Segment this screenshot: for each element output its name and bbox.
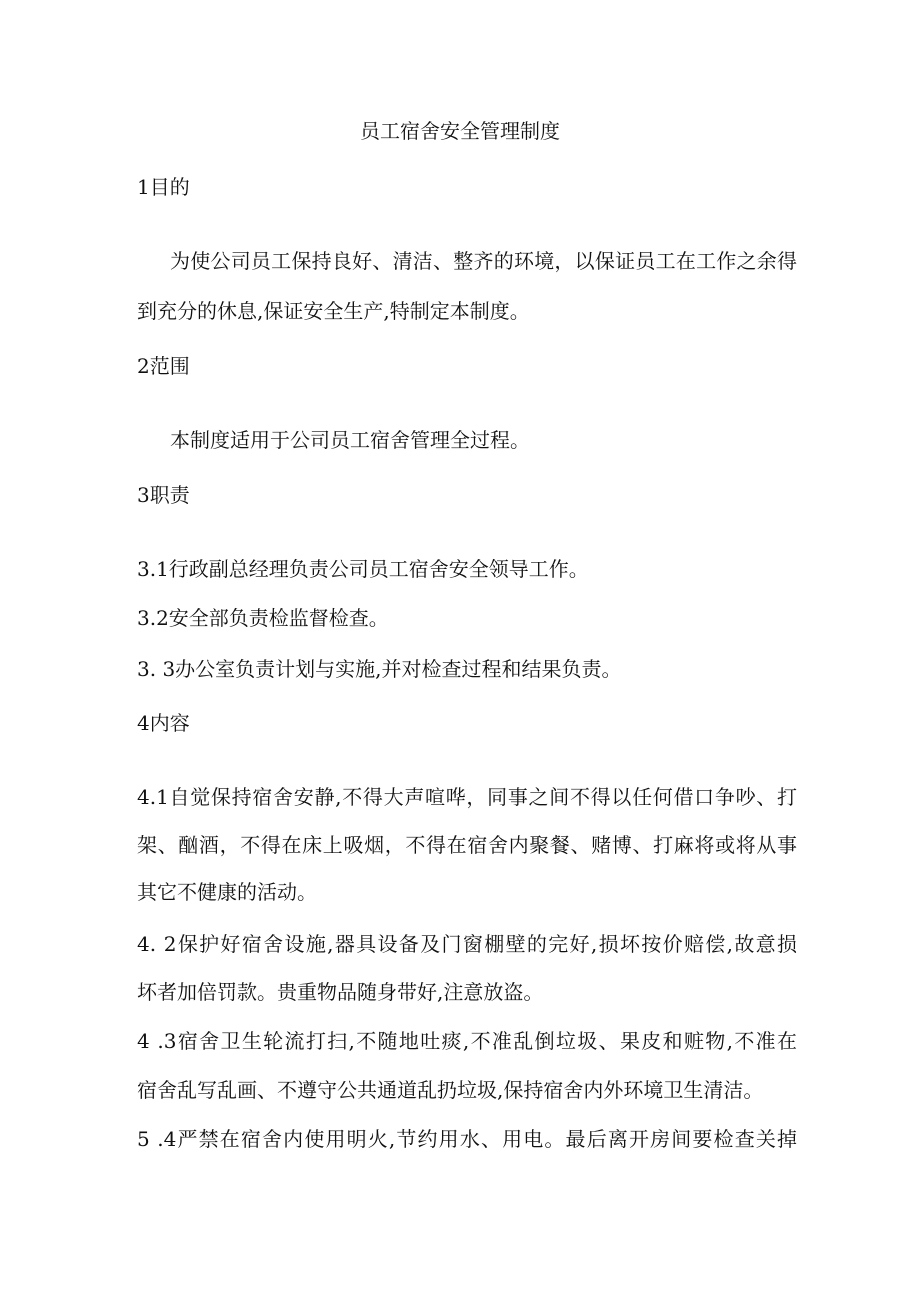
heading-duties: 3职责: [137, 483, 190, 507]
paragraph-line: 宿舍乱写乱画、不遵守公共通道乱扔垃圾,保持宿舍内外环境卫生清洁。: [137, 1078, 764, 1102]
paragraph-line: 3.2安全部负责检监督检查。: [137, 606, 389, 630]
heading-purpose: 1目的: [137, 175, 190, 199]
paragraph-line: 其它不健康的活动。: [137, 880, 317, 904]
paragraph-line: 4. 2保护好宿舍设施,器具设备及门窗棚壁的完好,损坏按价赔偿,故意损: [137, 932, 797, 956]
paragraph-line: 3.1行政副总经理负责公司员工宿舍安全领导工作。: [137, 557, 589, 581]
paragraph-line: 3. 3办公室负责计划与实施,并对检查过程和结果负责。: [137, 657, 622, 681]
paragraph-line: 本制度适用于公司员工宿舍管理全过程。: [170, 428, 530, 452]
paragraph-line: 4.1自觉保持宿舍安静,不得大声喧哗，同事之间不得以任何借口争吵、打: [137, 785, 797, 809]
paragraph-line: 坏者加倍罚款。贵重物品随身带好,注意放盗。: [137, 980, 544, 1004]
paragraph-line: 为使公司员工保持良好、清洁、整齐的环境，以保证员工在工作之余得: [170, 249, 797, 273]
paragraph-line: 架、酗酒，不得在床上吸烟，不得在宿舍内聚餐、赌博、打麻将或将从事: [137, 833, 797, 857]
heading-content: 4内容: [137, 711, 190, 735]
document-title: 员工宿舍安全管理制度: [360, 119, 560, 143]
paragraph-line: 4 .3宿舍卫生轮流打扫,不随地吐痰,不准乱倒垃圾、果皮和赃物,不准在: [137, 1029, 797, 1053]
paragraph-line: 5 .4严禁在宿舍内使用明火,节约用水、用电。最后离开房间要检查关掉: [137, 1127, 797, 1151]
heading-scope: 2范围: [137, 354, 190, 378]
paragraph-line: 到充分的休息,保证安全生产,特制定本制度。: [137, 299, 530, 323]
